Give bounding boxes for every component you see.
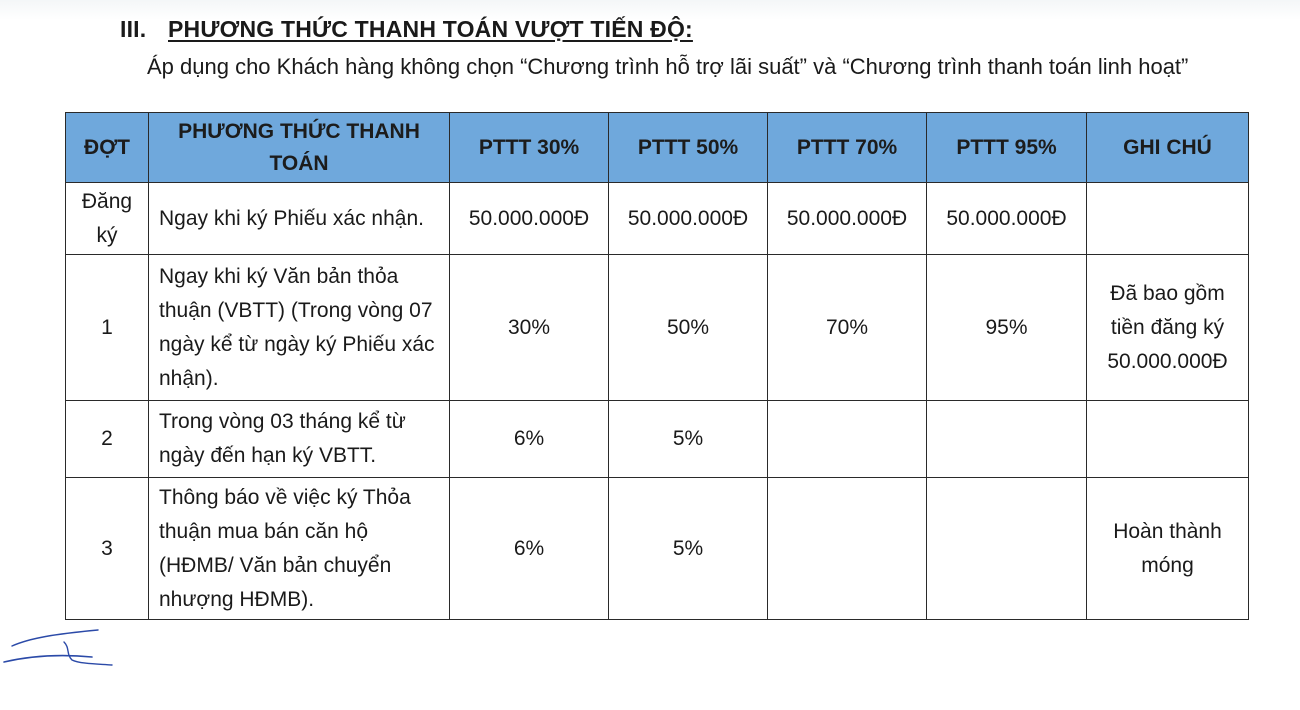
cell-note: Hoàn thành móng: [1087, 478, 1249, 620]
cell-pttt-30: 6%: [450, 478, 609, 620]
table-row: [66, 478, 1249, 620]
cell-pttt-70: [768, 401, 927, 478]
cell-method: Ngay khi ký Phiếu xác nhận.: [149, 183, 450, 255]
cell-note: Đã bao gồm tiền đăng ký 50.000.000Đ: [1087, 255, 1249, 401]
header-phase: ĐỢT: [66, 113, 149, 183]
table-row: [66, 401, 1249, 478]
cell-pttt-95: 95%: [927, 255, 1087, 401]
cell-pttt-95: 50.000.000Đ: [927, 183, 1087, 255]
cell-note: [1087, 401, 1249, 478]
cell-phase: Đăng ký: [66, 183, 149, 255]
cell-phase: 2: [66, 401, 149, 478]
table-row: [66, 183, 1249, 255]
header-method: PHƯƠNG THỨC THANH TOÁN: [149, 113, 450, 183]
table-header-row: [66, 113, 1249, 183]
cell-method: Thông báo về việc ký Thỏa thuận mua bán căn hộ (HĐMB/ Văn bản chuyển nhượng HĐMB).: [149, 478, 450, 620]
cell-note: [1087, 183, 1249, 255]
section-title: PHƯƠNG THỨC THANH TOÁN VƯỢT TIẾN ĐỘ:: [168, 16, 693, 42]
cell-phase: 3: [66, 478, 149, 620]
payment-schedule-table: [65, 112, 1249, 620]
cell-pttt-70: 50.000.000Đ: [768, 183, 927, 255]
intro-paragraph: Áp dụng cho Khách hàng không chọn “Chương trình hỗ trợ lãi suất” và “Chương trình thanh toán linh hoạt”: [147, 54, 1189, 79]
cell-pttt-95: [927, 478, 1087, 620]
cell-pttt-50: 5%: [609, 478, 768, 620]
cell-pttt-30: 50.000.000Đ: [450, 183, 609, 255]
header-note: GHI CHÚ: [1087, 113, 1249, 183]
header-pttt-50: PTTT 50%: [609, 113, 768, 183]
cell-pttt-30: 30%: [450, 255, 609, 401]
header-pttt-30: PTTT 30%: [450, 113, 609, 183]
table-row: [66, 255, 1249, 401]
cell-pttt-70: [768, 478, 927, 620]
cell-pttt-50: 5%: [609, 401, 768, 478]
cell-pttt-70: 70%: [768, 255, 927, 401]
cell-method: Trong vòng 03 tháng kể từ ngày đến hạn ký VBTT.: [149, 401, 450, 478]
section-heading: [120, 16, 693, 43]
cell-pttt-50: 50%: [609, 255, 768, 401]
cell-method: Ngay khi ký Văn bản thỏa thuận (VBTT) (Trong vòng 07 ngày kể từ ngày ký Phiếu xác nhận).: [149, 255, 450, 401]
cell-phase: 1: [66, 255, 149, 401]
header-pttt-95: PTTT 95%: [927, 113, 1087, 183]
header-pttt-70: PTTT 70%: [768, 113, 927, 183]
handwritten-initial-mark: [0, 624, 120, 674]
section-number: III.: [120, 16, 147, 42]
cell-pttt-30: 6%: [450, 401, 609, 478]
cell-pttt-95: [927, 401, 1087, 478]
cell-pttt-50: 50.000.000Đ: [609, 183, 768, 255]
